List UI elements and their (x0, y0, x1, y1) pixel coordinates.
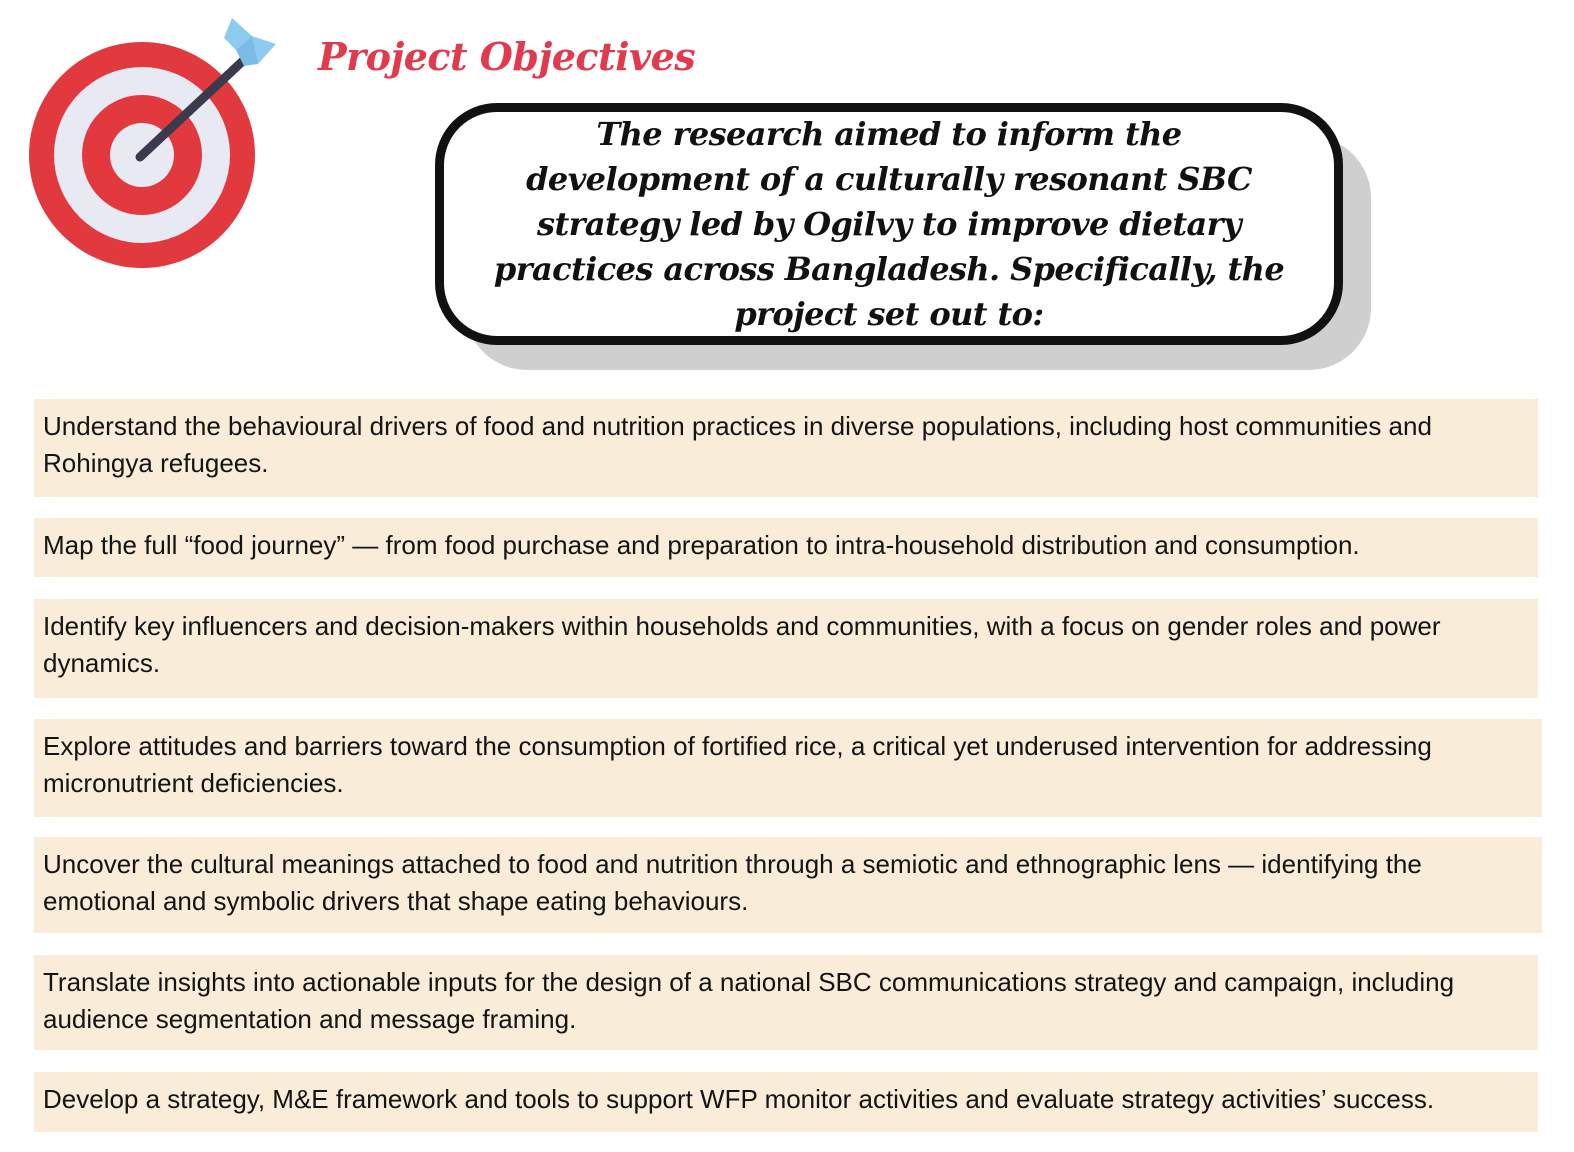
objective-item: Translate insights into actionable inputs for the design of a national SBC communications strategy and campaign, including audience segmentation and message framing. (34, 955, 1538, 1050)
objective-item: Identify key influencers and decision-makers within households and communities, with a focus on gender roles and power dynamics. (34, 599, 1538, 698)
objective-item: Understand the behavioural drivers of food and nutrition practices in diverse populations, including host communities and Rohingya refugees. (34, 399, 1538, 497)
objective-item: Map the full “food journey” — from food purchase and preparation to intra-household distribution and consumption. (34, 518, 1538, 577)
callout-text: The research aimed to inform the development of a culturally resonant SBC strategy led by Ogilvy to improve dietary practices across Bangladesh. Specifically, the project set out to: (493, 114, 1285, 333)
objective-item: Explore attitudes and barriers toward the consumption of fortified rice, a critical yet underused intervention for addressing micronutrient deficiencies. (34, 719, 1542, 817)
arrow-fletching (224, 18, 276, 66)
objective-item: Develop a strategy, M&E framework and tools to support WFP monitor activities and evaluate strategy activities’ success. (34, 1072, 1538, 1132)
intro-callout (435, 103, 1343, 345)
target-with-arrow-icon (24, 14, 284, 274)
page-title: Project Objectives (318, 34, 696, 79)
objective-item: Uncover the cultural meanings attached to food and nutrition through a semiotic and ethnographic lens — identifying the emotional and symbolic drivers that shape eating behaviours. (34, 837, 1542, 933)
